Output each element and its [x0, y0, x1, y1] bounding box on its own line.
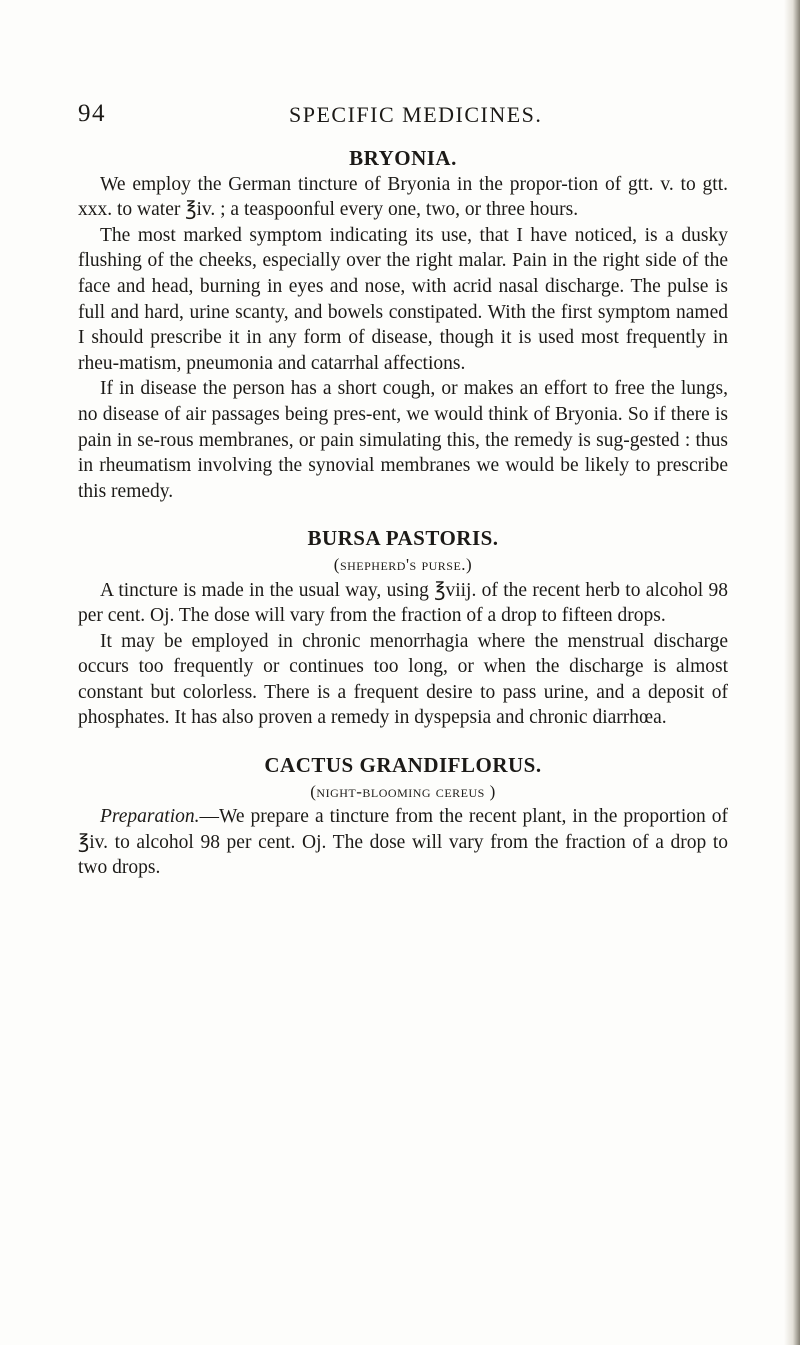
section-heading-bryonia: BRYONIA.: [349, 146, 457, 170]
paragraph: We employ the German tincture of Bryonia in the propor-tion of gtt. v. to gtt. xxx. to water ℥iv. ; a teaspoonful every one, two, or three hours.: [78, 173, 728, 221]
italic-lead: Preparation.: [100, 806, 200, 828]
section-subheading: (night-blooming cereus ): [310, 781, 496, 801]
paragraph: If in disease the person has a short cough, or makes an effort to free the lungs, no disease of air passages being pres-ent, we would think of Bryonia. So if there is pain in se-rous membranes, or pain simulating this, the remedy is sug-gested : thus in rheumatism involving the synovial membranes we would be likely to prescribe this remedy.: [78, 378, 728, 502]
paragraph: [78, 804, 728, 881]
section-spacer: [78, 504, 728, 526]
section-subheading: (shepherd's purse.): [333, 554, 473, 574]
paragraph-text: —We prepare a tincture from the recent plant, in the proportion of ℥iv. to alcohol 98 per cent. Oj. The dose will vary from the fraction of a drop to two drops.: [78, 806, 728, 879]
section-heading-bursa-pastoris: BURSA PASTORIS.: [307, 526, 499, 551]
page-number: 94: [78, 100, 106, 127]
section-spacer: [78, 731, 728, 753]
page-body: [78, 146, 728, 881]
paragraph: It may be employed in chronic menorrhagia where the menstrual discharge occurs too frequently or continues too long, or when the discharge is almost constant but colorless. There is a frequent desire to pass urine, and a deposit of phosphates. It has also proven a remedy in dyspepsia and chronic diarrhœa.: [78, 630, 728, 729]
page-edge-shadow: [784, 0, 800, 1345]
running-head-title: SPECIFIC MEDICINES.: [289, 102, 543, 127]
section-heading-cactus: CACTUS GRANDIFLORUS.: [264, 753, 542, 778]
paragraph: A tincture is made in the usual way, using ℥viij. of the recent herb to alcohol 98 per cent. Oj. The dose will vary from the fraction of a drop to fifteen drops.: [78, 579, 728, 627]
paragraph: The most marked symptom indicating its use, that I have noticed, is a dusky flushing of the cheeks, especially over the right malar. Pain in the right side of the face and head, burning in eyes and nose, with acrid nasal discharge. The pulse is full and hard, urine scanty, and bowels constipated. With the first symptom named I should prescribe it in any form of disease, though it is used most frequently in rheu-matism, pneumonia and catarrhal affections.: [78, 224, 728, 374]
